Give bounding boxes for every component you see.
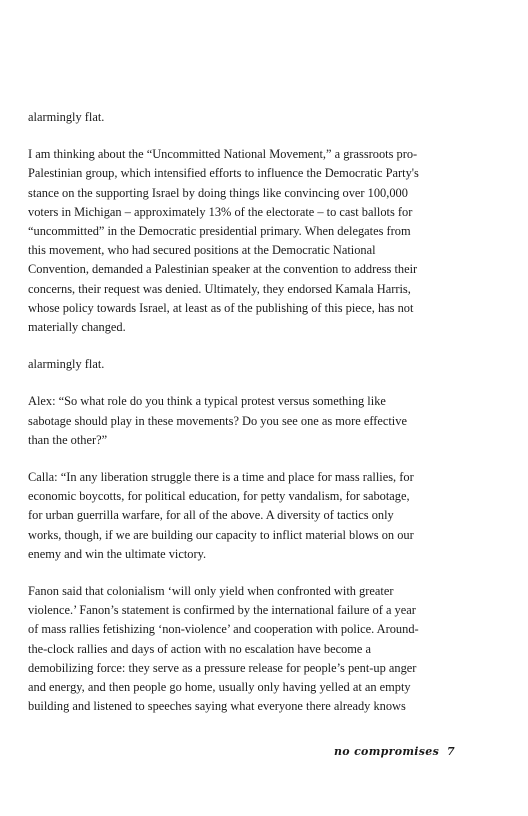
text-line: economic boycotts, for political education, for petty vandalism, for sabotage, (28, 489, 410, 504)
paragraph (28, 108, 454, 127)
text-line: materially changed. (28, 320, 126, 335)
text-line: Fanon said that colonialism ‘will only yield when confronted with greater (28, 584, 394, 599)
text-line: violence.’ Fanon’s statement is confirmed by the international failure of a year (28, 603, 416, 618)
paragraph (28, 392, 454, 450)
paragraph (28, 582, 454, 716)
text-line: alarmingly flat. (28, 110, 105, 124)
paragraph (28, 145, 454, 337)
text-line: alarmingly flat. (28, 357, 105, 372)
page-number: 7 (447, 745, 455, 758)
text-line: than the other?” (28, 432, 108, 447)
text-line: Calla: “In any liberation struggle there is a time and place for mass rallies, for (28, 470, 414, 485)
text-line: Palestinian group, which intensified efforts to influence the Democratic Party's (28, 166, 419, 181)
text-line: whose policy towards Israel, at least as of the publishing of this piece, has not (28, 300, 414, 315)
text-line: voters in Michigan – approximately 13% of the electorate – to cast ballots for (28, 204, 413, 219)
text-line: for urban guerrilla warfare, for all of the above. A diversity of tactics only (28, 508, 394, 523)
paragraph (28, 355, 454, 374)
text-line: I am thinking about the “Uncommitted National Movement,” a grassroots pro- (28, 147, 418, 162)
text-line: concerns, their request was denied. Ultimately, they endorsed Kamala Harris, (28, 281, 411, 296)
page-footer (0, 745, 528, 765)
text-line: works, though, if we are building our capacity to inflict material blows on our (28, 527, 414, 542)
text-line: Convention, demanded a Palestinian speaker at the convention to address their (28, 262, 418, 277)
text-line: Alex: “So what role do you think a typical protest versus something like (28, 394, 386, 409)
page-body (28, 108, 454, 734)
text-line: building and listened to speeches saying what everyone there already knows (28, 699, 406, 714)
text-line: stance on the supporting Israel by doing things like convincing over 100,000 (28, 185, 408, 200)
text-line: sabotage should play in these movements? Do you see one as more effective (28, 413, 407, 428)
footer-title: no compromises (334, 745, 440, 758)
text-line: enemy and win the ultimate victory. (28, 546, 207, 561)
text-line: of mass rallies fetishizing ‘non-violence’ and cooperation with police. Around- (28, 622, 419, 637)
text-line: demobilizing force: they serve as a pressure release for people’s pent-up anger (28, 660, 417, 675)
text-line: this movement, who had secured positions at the Democratic National (28, 243, 376, 258)
text-line: and energy, and then people go home, usually only having yelled at an empty (28, 680, 411, 695)
paragraph (28, 468, 454, 564)
text-line: “uncommitted” in the Democratic presidential primary. When delegates from (28, 224, 411, 239)
text-line: the-clock rallies and days of action with no escalation have become a (28, 641, 372, 656)
